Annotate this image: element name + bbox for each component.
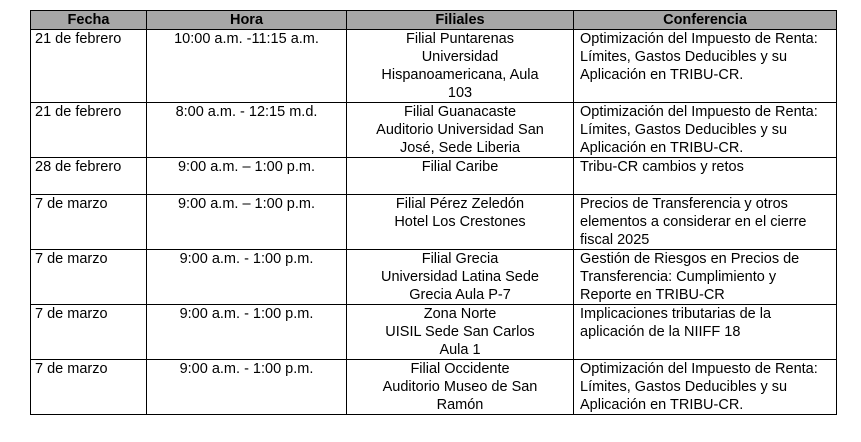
filial-line: Filial Occidente xyxy=(410,361,510,377)
filial-line: José, Sede Liberia xyxy=(399,140,521,156)
conferencia-line: fiscal 2025 xyxy=(580,232,650,248)
filial-line: Auditorio Museo de San xyxy=(382,379,538,395)
conferencia-line: Optimización del Impuesto de Renta: xyxy=(580,104,818,120)
conferencia-line: Optimización del Impuesto de Renta: xyxy=(580,361,818,377)
filial-line: Zona Norte xyxy=(423,306,497,322)
cell-hora: 9:00 a.m. - 1:00 p.m. xyxy=(147,250,347,305)
cell-filial xyxy=(347,30,574,103)
table-row xyxy=(31,250,837,305)
cell-fecha: 28 de febrero xyxy=(31,158,147,195)
header-filiales: Filiales xyxy=(347,11,574,30)
cell-conferencia xyxy=(574,360,837,415)
cell-filial xyxy=(347,195,574,250)
cell-fecha: 21 de febrero xyxy=(31,103,147,158)
filial-line: UISIL Sede San Carlos xyxy=(385,324,535,340)
filial-line: Hispanoamericana, Aula xyxy=(381,67,539,83)
conferencia-line: Tribu-CR cambios y retos xyxy=(580,159,744,175)
table-header-row xyxy=(31,11,837,30)
cell-fecha: 21 de febrero xyxy=(31,30,147,103)
filial-line: Ramón xyxy=(436,397,484,413)
cell-conferencia xyxy=(574,250,837,305)
filial-line: Hotel Los Crestones xyxy=(394,214,526,230)
cell-fecha: 7 de marzo xyxy=(31,195,147,250)
table-row xyxy=(31,195,837,250)
conferencia-line: Reporte en TRIBU-CR xyxy=(580,287,725,303)
cell-fecha: 7 de marzo xyxy=(31,360,147,415)
filial-line: Universidad Latina Sede xyxy=(381,269,539,285)
cell-hora: 9:00 a.m. - 1:00 p.m. xyxy=(147,305,347,360)
conferencia-line: Límites, Gastos Deducibles y su xyxy=(580,122,788,138)
cell-hora: 10:00 a.m. -11:15 a.m. xyxy=(147,30,347,103)
cell-filial xyxy=(347,360,574,415)
conferencia-line: Optimización del Impuesto de Renta: xyxy=(580,31,818,47)
conferencia-line: Implicaciones tributarias de la xyxy=(580,306,772,322)
conferencia-line: Precios de Transferencia y otros xyxy=(580,196,788,212)
cell-filial xyxy=(347,250,574,305)
conference-schedule-table xyxy=(30,10,837,415)
filial-line: Universidad xyxy=(421,49,499,65)
conferencia-line: elementos a considerar en el cierre xyxy=(580,214,807,230)
table-row xyxy=(31,158,837,195)
conferencia-line: Aplicación en TRIBU-CR. xyxy=(580,140,744,156)
conferencia-line: Aplicación en TRIBU-CR. xyxy=(580,67,744,83)
cell-hora: 9:00 a.m. – 1:00 p.m. xyxy=(147,195,347,250)
filial-line: 103 xyxy=(447,85,473,101)
cell-conferencia xyxy=(574,30,837,103)
cell-conferencia xyxy=(574,103,837,158)
filial-line: Grecia Aula P-7 xyxy=(409,287,511,303)
cell-filial xyxy=(347,103,574,158)
cell-conferencia xyxy=(574,195,837,250)
cell-hora: 9:00 a.m. - 1:00 p.m. xyxy=(147,360,347,415)
cell-hora: 9:00 a.m. – 1:00 p.m. xyxy=(147,158,347,195)
filial-line: Filial Caribe xyxy=(421,159,499,175)
cell-conferencia xyxy=(574,158,837,195)
filial-line: Auditorio Universidad San xyxy=(376,122,544,138)
conferencia-line: Límites, Gastos Deducibles y su xyxy=(580,49,788,65)
filial-line: Filial Guanacaste xyxy=(403,104,517,120)
conferencia-line: Límites, Gastos Deducibles y su xyxy=(580,379,788,395)
header-conferencia: Conferencia xyxy=(574,11,837,30)
cell-hora: 8:00 a.m. - 12:15 m.d. xyxy=(147,103,347,158)
cell-filial xyxy=(347,305,574,360)
cell-filial xyxy=(347,158,574,195)
filial-line: Aula 1 xyxy=(439,342,481,358)
conferencia-line: Aplicación en TRIBU-CR. xyxy=(580,397,744,413)
schedule-table-container xyxy=(30,10,837,415)
table-row xyxy=(31,305,837,360)
cell-fecha: 7 de marzo xyxy=(31,305,147,360)
filial-line: Filial Puntarenas xyxy=(406,31,514,47)
cell-fecha: 7 de marzo xyxy=(31,250,147,305)
conferencia-line: aplicación de la NIIFF 18 xyxy=(580,324,741,340)
filial-line: Filial Pérez Zeledón xyxy=(395,196,525,212)
filial-line: Filial Grecia xyxy=(421,251,499,267)
conferencia-line: Transferencia: Cumplimiento y xyxy=(580,269,777,285)
table-row xyxy=(31,360,837,415)
conferencia-line: Gestión de Riesgos en Precios de xyxy=(580,251,800,267)
table-row xyxy=(31,103,837,158)
header-fecha: Fecha xyxy=(31,11,147,30)
table-row xyxy=(31,30,837,103)
header-hora: Hora xyxy=(147,11,347,30)
cell-conferencia xyxy=(574,305,837,360)
